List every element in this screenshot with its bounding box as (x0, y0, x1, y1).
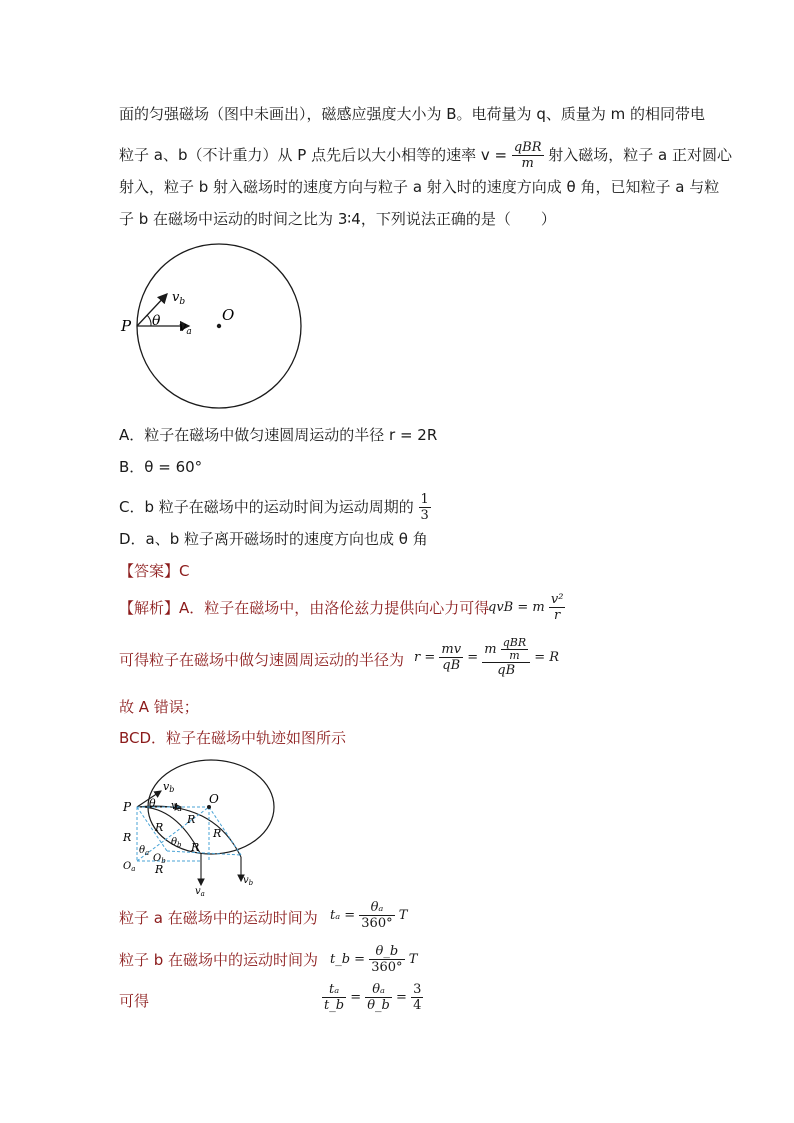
ta-text: 粒子 a 在磁场中的运动时间为 (119, 909, 318, 927)
figure-trajectory-diagram (115, 757, 285, 897)
svg-text:R: R (187, 813, 196, 826)
svg-text:vb: $v_b$ (243, 875, 254, 887)
equation-ta: tₐ = $\frac{\text{θₐ}}{360^\circ}$ T (330, 900, 408, 931)
problem-line-1: 面的匀强磁场（图中未画出），磁感应强度大小为 B。电荷量为 q、质量为 m 的相同带电 (119, 105, 705, 123)
option-D: D．a、b 粒子离开磁场时的速度方向也成 θ 角 (119, 530, 428, 548)
svg-text:va: va (171, 799, 182, 813)
ratio-text: 可得 (119, 992, 150, 1010)
svg-text:R: R (155, 863, 164, 876)
equation-ratio: $\frac{\text{tₐ}}{t\_b}$ = $\frac{\text{θₐ}}{\theta\_b}$ = $\frac{3}{4}$ (324, 982, 422, 1013)
label-P: P (121, 317, 132, 335)
svg-text:θa: $\theta_a$ (139, 845, 150, 857)
svg-text:R: R (155, 821, 164, 834)
svg-text:vb: vb (163, 780, 175, 794)
tb-text: 粒子 b 在磁场中的运动时间为 (119, 951, 319, 969)
equation-tb: t_b = $\frac{\theta\_b}{360^\circ}$ T (330, 944, 418, 975)
svg-text:O: O (209, 792, 219, 806)
problem-line-2: 粒子 a、b（不计重力）从 P 点先后以大小相等的速率 v = $\frac{\text{qBR}}{m}$ 射入磁场，粒子 a 正对圆心 (119, 140, 733, 171)
figure-circle-diagram (115, 238, 315, 418)
equation-lorentz: qvB = m $\frac{\text{v²}}{r}$ (488, 592, 564, 623)
svg-text:va: $v_a$ (195, 886, 205, 897)
svg-text:R: R (213, 827, 222, 840)
velocity-fraction: $\frac{\text{qBR}}{m}$ (513, 140, 542, 171)
analysis-BCD: BCD．粒子在磁场中轨迹如图所示 (119, 729, 347, 747)
problem-line-4: 子 b 在磁场中运动的时间之比为 3∶4，下列说法正确的是（ ） (119, 210, 556, 228)
svg-text:vb: $v_b$ (172, 290, 186, 307)
label-O: O (222, 306, 235, 324)
svg-text:R: R (123, 831, 132, 844)
label-theta: θ (152, 313, 161, 329)
analysis-A: 【解析】A．粒子在磁场中，由洛伦兹力提供向心力可得 (119, 599, 490, 617)
svg-text:Ob: $O_b$ (153, 853, 166, 865)
option-C-fraction: $\frac{1}{3}$ (420, 492, 429, 523)
problem-line-3: 射入，粒子 b 射入磁场时的速度方向与粒子 a 射入时的速度方向成 θ 角，已知粒子 a 与粒 (119, 178, 720, 196)
equation-radius: r = $\frac{mv}{qB}$ = m $\frac{\text{qBR}}{m}$ qB = R (414, 636, 560, 678)
A-wrong: 故 A 错误； (119, 698, 199, 716)
option-B: B．θ = 60° (119, 458, 203, 476)
option-C: C．b 粒子在磁场中的运动时间为运动周期的 $\frac{1}{3}$ (119, 492, 429, 523)
center-point (217, 324, 221, 328)
svg-text:θb: $\theta_b$ (171, 837, 182, 849)
radius-text: 可得粒子在磁场中做匀速圆周运动的半径为 (119, 651, 405, 669)
svg-text:va: $v_a$ (179, 320, 192, 337)
svg-text:Oa: $O_a$ (123, 861, 136, 873)
svg-text:R: R (191, 841, 200, 854)
svg-text:P: P (123, 800, 132, 814)
svg-text:θ: θ (149, 797, 156, 810)
option-A: A．粒子在磁场中做匀速圆周运动的半径 r = 2R (119, 426, 438, 444)
answer: 【答案】C (119, 562, 190, 580)
